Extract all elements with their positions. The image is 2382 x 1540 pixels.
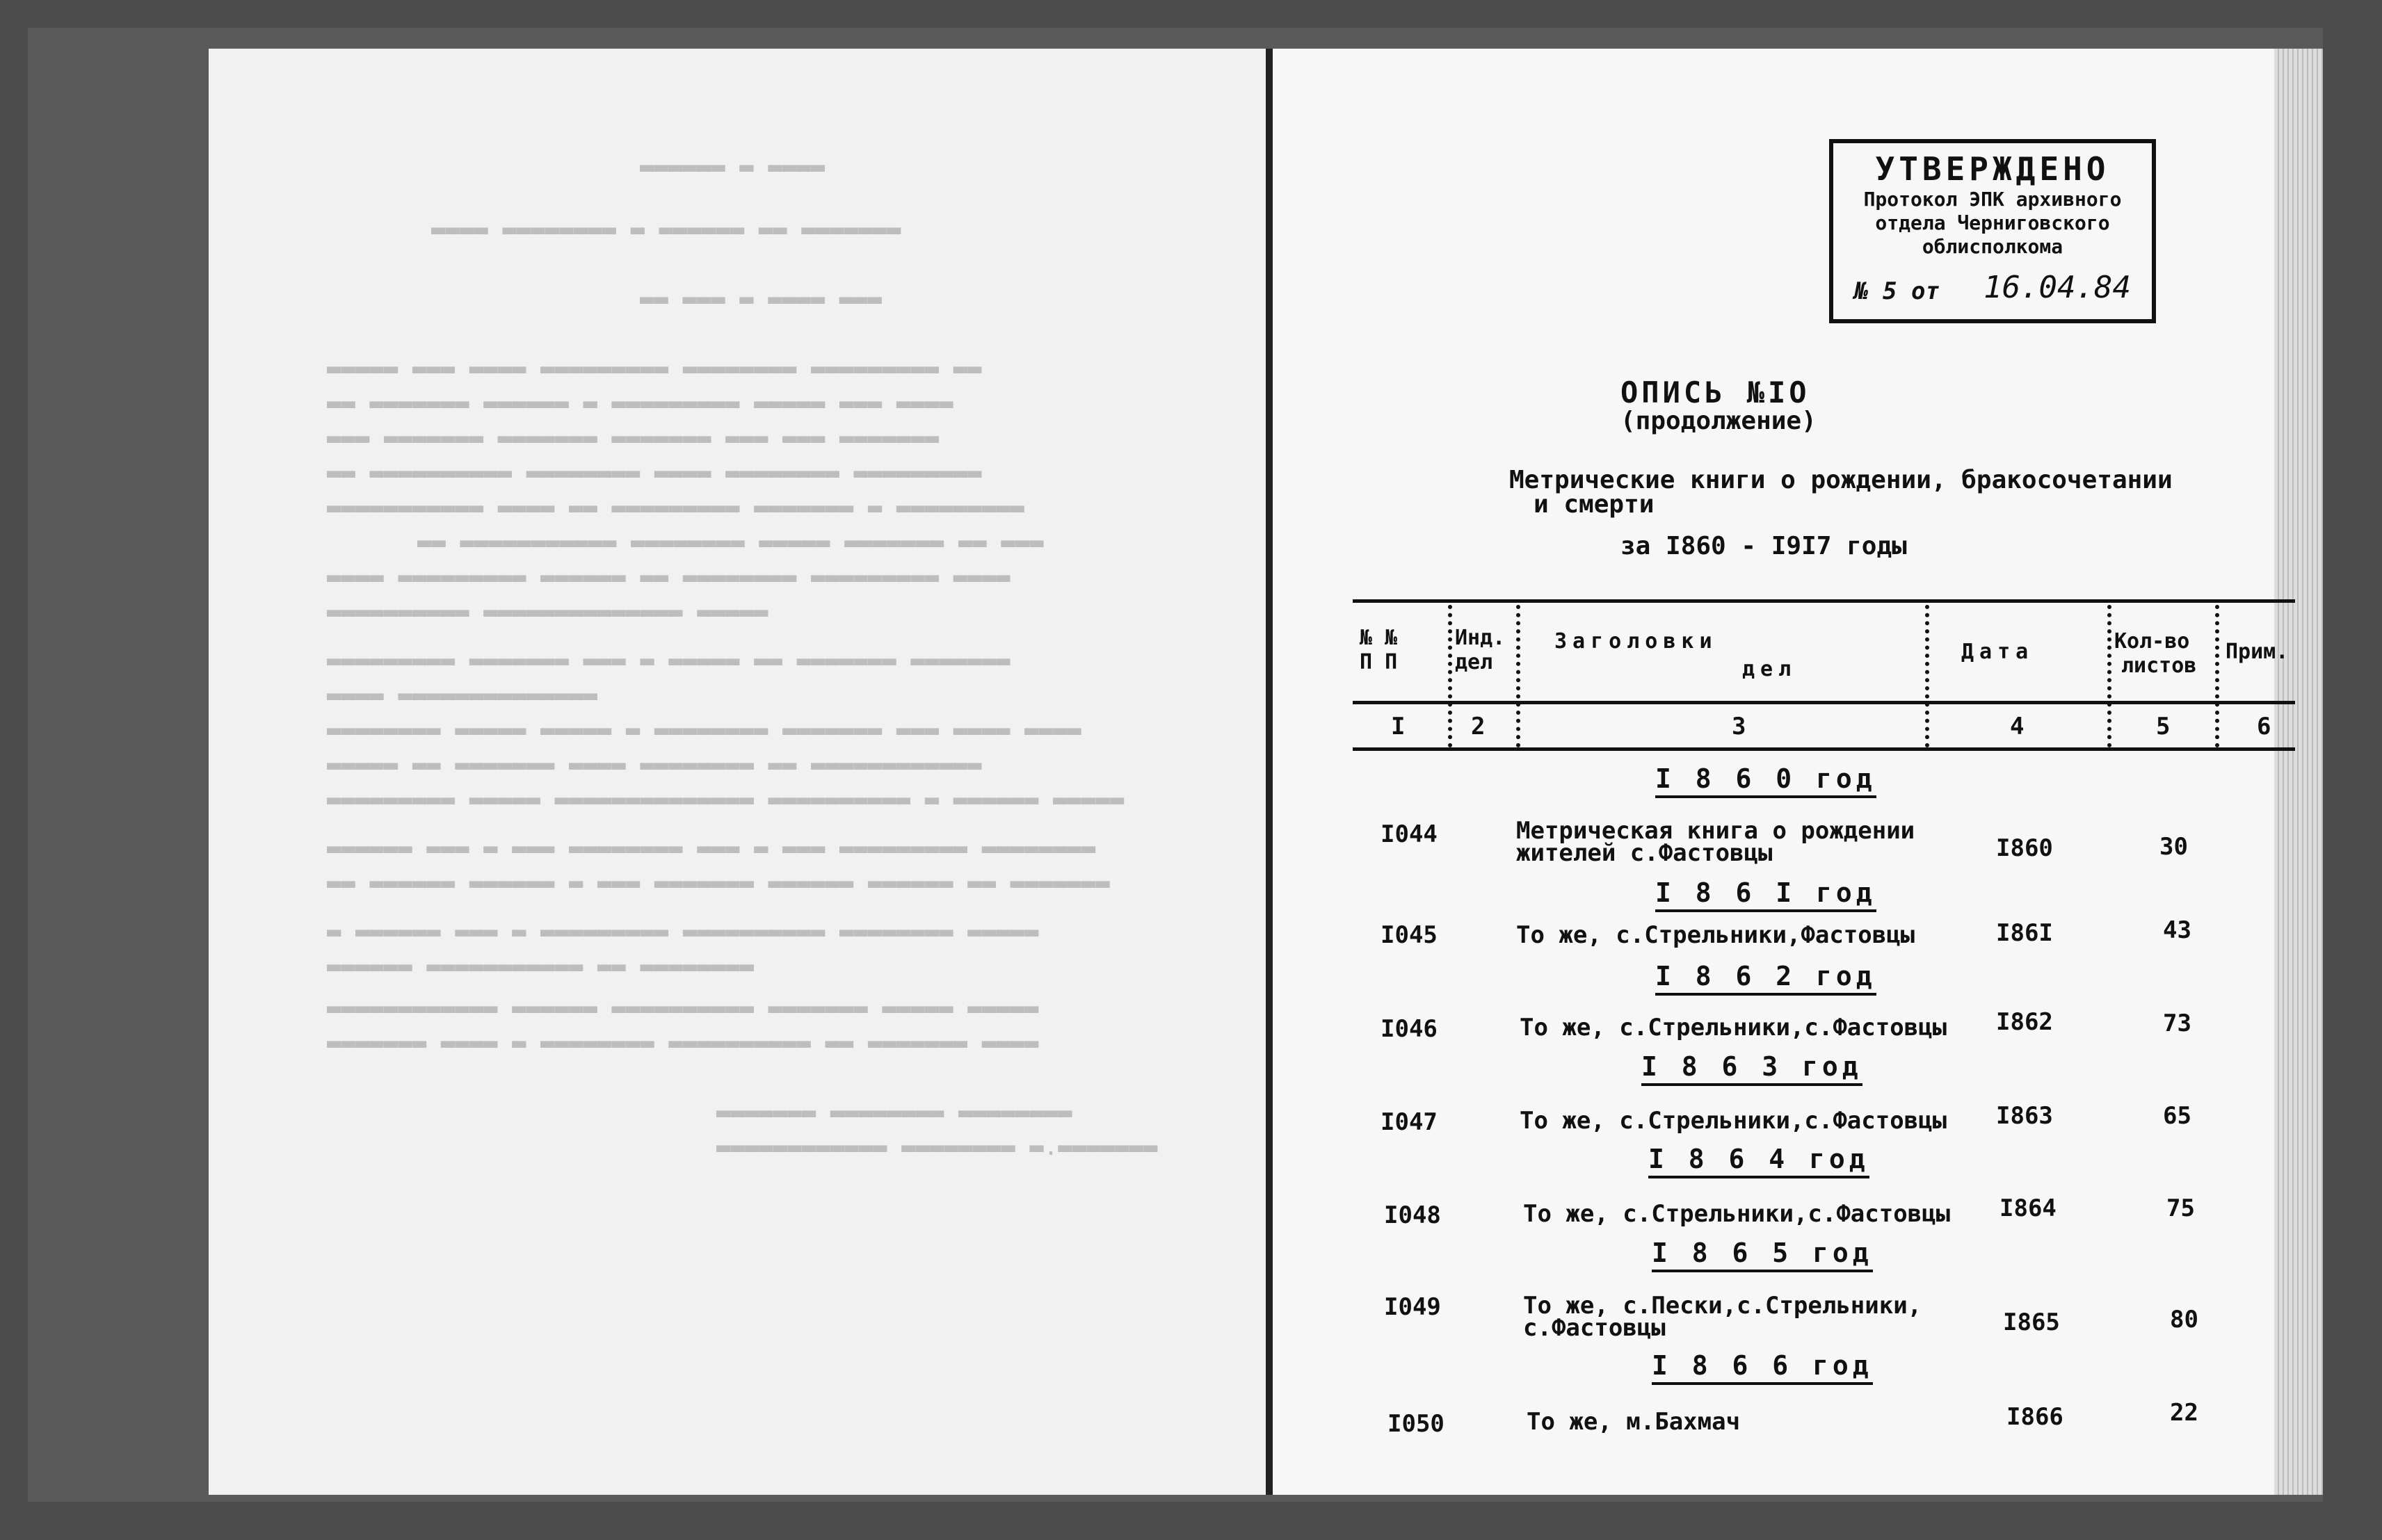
approval-stamp — [1829, 139, 2156, 323]
ghost-line: ▬▬ ▬▬▬▬▬▬▬▬▬▬ ▬▬▬▬▬▬▬▬ ▬▬▬▬ ▬▬▬▬▬▬▬▬ ▬▬▬▬▬▬▬▬▬ — [327, 459, 982, 487]
case-number: I048 — [1384, 1201, 1441, 1229]
year-heading: I 8 6 4 год — [1648, 1144, 1869, 1178]
case-sheets: 22 — [2170, 1399, 2198, 1427]
header-note: Прим. — [2226, 640, 2289, 664]
case-title-line2: с.Фастовцы — [1523, 1314, 1666, 1342]
ghost-line: ▬▬▬▬ ▬▬▬▬▬▬▬▬ ▬ ▬▬▬▬▬▬ ▬▬ ▬▬▬▬▬▬▬ — [431, 216, 901, 243]
ghost-line: ▬▬▬▬▬▬▬ ▬▬▬▬ ▬ ▬▬▬▬▬▬▬▬ ▬▬▬▬▬▬▬▬▬▬ ▬▬ ▬▬▬▬▬▬▬ ▬▬▬▬ — [327, 1029, 1039, 1057]
ghost-line: ▬▬▬▬▬▬▬▬▬ ▬▬▬▬▬▬▬ ▬▬▬ ▬ ▬▬▬▬▬ ▬▬ ▬▬▬▬▬▬▬ ▬▬▬▬▬▬▬ — [327, 647, 1011, 674]
case-sheets: 75 — [2166, 1194, 2195, 1222]
ghost-line: ▬▬▬▬▬▬▬▬▬▬▬▬ ▬▬▬▬▬▬▬▬ ▬.▬▬▬▬▬▬▬ — [716, 1133, 1158, 1161]
case-title-line1: То же, с.Стрельники,с.Фастовцы — [1520, 1107, 1947, 1135]
year-heading: I 8 6 5 год — [1652, 1238, 1873, 1272]
ghost-line: ▬▬▬▬▬▬ ▬▬▬ ▬ ▬▬▬ ▬▬▬▬▬▬▬▬ ▬▬▬ ▬ ▬▬▬ ▬▬▬▬▬▬▬▬▬ ▬▬▬▬▬▬▬▬ — [327, 834, 1096, 862]
case-date: I865 — [2003, 1308, 2060, 1336]
case-date: I860 — [1996, 834, 2053, 862]
ghost-line: ▬▬▬▬▬ ▬▬▬ ▬▬▬▬ ▬▬▬▬▬▬▬▬▬ ▬▬▬▬▬▬▬▬ ▬▬▬▬▬▬▬▬▬ ▬▬ — [327, 355, 982, 382]
case-title-line1: То же, с.Стрельники,Фастовцы — [1516, 921, 1915, 949]
subject-line-1: Метрические книги о рождении, бракосочетании — [1509, 466, 2173, 494]
case-sheets: 80 — [2170, 1306, 2198, 1334]
ghost-line: ▬▬▬▬ ▬▬▬▬▬▬▬▬▬▬▬▬▬▬ — [327, 681, 597, 709]
header-index-line1: Инд. — [1455, 626, 1506, 650]
ghost-line: ▬▬▬▬ ▬▬▬▬▬▬▬▬▬ ▬▬▬▬▬▬ ▬▬ ▬▬▬▬▬▬▬▬ ▬▬▬▬▬▬▬▬▬ ▬▬▬▬ — [327, 563, 1011, 591]
stamp-line-2: отдела Черниговского — [1875, 211, 2110, 234]
page-edges — [2274, 49, 2323, 1495]
table-colnum-rule — [1353, 747, 2295, 751]
case-number: I044 — [1381, 820, 1438, 848]
header-title-line1: Заголовки — [1554, 629, 1718, 654]
case-title-line1: То же, с.Стрельники,с.Фастовцы — [1520, 1014, 1947, 1041]
column-divider — [1448, 605, 1452, 747]
header-title-line2: дел — [1742, 657, 1797, 681]
column-number: 6 — [2257, 713, 2271, 740]
header-sheets-line1: Кол-во — [2114, 629, 2190, 654]
header-index-line2: дел — [1455, 650, 1493, 674]
stamp-line-1: Протокол ЭПК архивного — [1863, 188, 2122, 211]
table-header-rule — [1353, 701, 2295, 704]
case-date: I863 — [1996, 1102, 2053, 1130]
case-title-line1: Метрическая книга о рождении — [1516, 817, 1915, 845]
case-title-line1: То же, м.Бахмач — [1527, 1408, 1741, 1436]
case-sheets: 43 — [2163, 916, 2191, 944]
case-number: I047 — [1381, 1108, 1438, 1136]
ghost-line: ▬▬▬▬▬ ▬▬ ▬▬▬▬▬▬▬ ▬▬▬▬ ▬▬▬▬▬▬▬▬ ▬▬ ▬▬▬▬▬▬▬▬▬▬▬▬ — [327, 751, 982, 779]
column-number: 2 — [1471, 713, 1486, 740]
ghost-line: ▬▬▬▬▬▬ ▬ ▬▬▬▬ — [640, 153, 826, 181]
header-num-line2: П П — [1360, 650, 1398, 674]
stamp-number-label: № — [1854, 277, 1869, 305]
case-number: I049 — [1384, 1293, 1441, 1321]
ghost-line: ▬▬ ▬▬▬▬▬▬▬▬▬▬▬ ▬▬▬▬▬▬▬▬ ▬▬▬▬▬ ▬▬▬▬▬▬▬ ▬▬ ▬▬▬ — [417, 528, 1044, 556]
ghost-line: ▬▬▬▬▬▬▬ ▬▬▬▬▬▬▬▬ ▬▬▬▬▬▬▬▬ — [716, 1099, 1072, 1126]
table-top-rule — [1353, 599, 2295, 603]
year-heading: I 8 6 3 год — [1641, 1051, 1862, 1086]
column-divider — [2215, 605, 2219, 747]
book-spine — [1266, 49, 1273, 1495]
header-num-line1: № № — [1360, 626, 1398, 650]
left-page-bleedthrough — [209, 49, 1266, 1495]
column-divider — [1925, 605, 1929, 747]
case-title-line1: То же, с.Пески,с.Стрельники, — [1523, 1292, 1922, 1320]
stamp-date-label: от — [1910, 277, 1940, 305]
ghost-line: ▬▬▬▬▬▬▬▬ ▬▬▬▬▬ ▬▬▬▬▬ ▬ ▬▬▬▬▬▬▬▬ ▬▬▬▬▬▬▬ ▬▬▬ ▬▬▬▬ ▬▬▬▬ — [327, 716, 1081, 744]
stamp-number — [1854, 277, 1940, 305]
case-date: I864 — [1999, 1194, 2057, 1222]
subject-line-2: и смерти — [1534, 490, 1655, 519]
year-heading: I 8 6 6 год — [1652, 1350, 1873, 1385]
period: за I860 - I9I7 годы — [1620, 532, 1907, 560]
header-date: Дата — [1961, 640, 2034, 664]
continuation-label: (продолжение) — [1620, 407, 1817, 435]
ghost-line: ▬▬ ▬▬▬▬▬▬▬ ▬▬▬▬▬▬ ▬ ▬▬▬▬▬▬▬▬▬ ▬▬▬▬▬ ▬▬▬ ▬▬▬▬ — [327, 389, 953, 417]
stamp-heading: УТВЕРЖДЕНО — [1875, 150, 2110, 188]
year-heading: I 8 6 0 год — [1655, 763, 1876, 798]
column-number: 4 — [2010, 713, 2025, 740]
ghost-line: ▬▬▬▬▬▬▬▬▬ ▬▬▬▬▬ ▬▬▬▬▬▬▬▬▬▬▬▬▬▬ ▬▬▬▬▬▬▬▬▬▬ ▬ ▬▬▬▬▬▬ ▬▬▬▬▬ — [327, 786, 1125, 813]
year-heading: I 8 6 I год — [1655, 877, 1876, 912]
column-number: 3 — [1732, 713, 1746, 740]
ghost-line: ▬▬▬▬▬▬ ▬▬▬▬▬▬▬▬▬▬▬ ▬▬ ▬▬▬▬▬▬▬▬ — [327, 953, 755, 980]
column-number: I — [1391, 713, 1406, 740]
case-date: I862 — [1996, 1008, 2053, 1036]
case-date: I866 — [2006, 1403, 2063, 1431]
case-title-line2: жителей с.Фастовцы — [1516, 839, 1773, 867]
column-divider — [1516, 605, 1520, 747]
case-sheets: 65 — [2163, 1102, 2191, 1130]
ghost-line: ▬▬▬ ▬▬▬▬▬▬▬ ▬▬▬▬▬▬▬ ▬▬▬▬▬▬▬ ▬▬▬ ▬▬▬ ▬▬▬▬▬▬▬ — [327, 424, 940, 452]
column-divider — [2107, 605, 2111, 747]
case-date: I86I — [1996, 919, 2053, 947]
stamp-date: 16.04.84 — [1983, 270, 2131, 305]
case-number: I050 — [1387, 1410, 1445, 1438]
year-heading: I 8 6 2 год — [1655, 961, 1876, 996]
ghost-line: ▬▬▬▬▬▬▬▬▬▬▬▬ ▬▬▬▬▬▬ ▬▬▬▬▬▬▬▬▬▬ ▬▬▬▬▬▬▬ ▬▬▬▬▬ ▬▬▬▬▬ — [327, 994, 1039, 1022]
case-sheets: 30 — [2159, 833, 2188, 861]
ghost-line: ▬▬▬▬▬▬▬▬▬▬ ▬▬▬▬▬▬▬▬▬▬▬▬▬▬ ▬▬▬▬▬ — [327, 598, 768, 626]
stamp-line-3: облисполкома — [1922, 235, 2063, 258]
case-number: I045 — [1381, 921, 1438, 949]
case-number: I046 — [1381, 1015, 1438, 1043]
ghost-line: ▬▬ ▬▬▬ ▬ ▬▬▬▬ ▬▬▬ — [640, 285, 882, 313]
ghost-line: ▬▬▬▬▬▬▬▬▬▬▬ ▬▬▬▬ ▬▬ ▬▬▬▬▬▬▬▬▬ ▬▬▬▬▬▬▬ ▬ ▬▬▬▬▬▬▬▬▬ — [327, 494, 1025, 521]
ghost-line: ▬▬ ▬▬▬▬▬▬ ▬▬▬▬▬▬ ▬ ▬▬▬ ▬▬▬▬▬▬▬ ▬▬▬▬▬▬ ▬▬▬▬▬▬ ▬▬ ▬▬▬▬▬▬▬ — [327, 869, 1110, 897]
case-sheets: 73 — [2163, 1010, 2191, 1037]
case-title-line1: То же, с.Стрельники,с.Фастовцы — [1523, 1200, 1951, 1228]
ghost-line: ▬ ▬▬▬▬▬▬ ▬▬▬ ▬ ▬▬▬▬▬▬▬▬▬ ▬▬▬▬▬▬▬▬▬▬ ▬▬▬▬▬▬▬▬ ▬▬▬▬▬ — [327, 918, 1039, 946]
inventory-title: ОПИСЬ №IO — [1620, 375, 1810, 410]
column-number: 5 — [2156, 713, 2171, 740]
header-sheets-line2: листов — [2121, 654, 2197, 678]
stamp-number-value: 5 — [1882, 277, 1897, 305]
